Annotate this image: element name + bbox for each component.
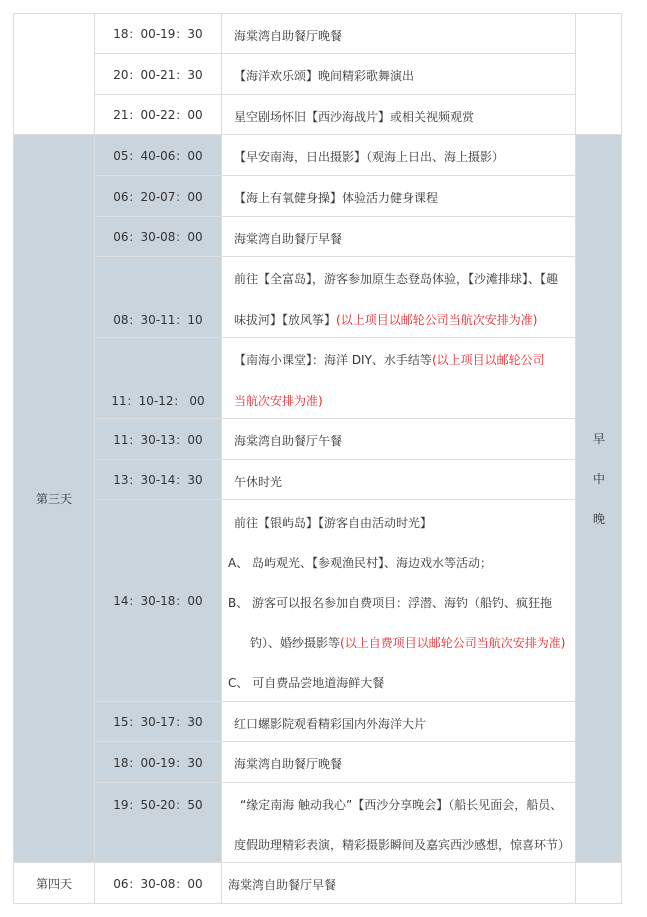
activity-cell: [222, 419, 576, 460]
time-text: 06：20-07：00: [113, 189, 203, 204]
activity-text: B、 游客可以报名参加自费项目：浮潜、海钓（船钓、疯狂拖: [228, 596, 553, 610]
activity-cell: [222, 95, 576, 135]
activity-cell: [222, 702, 576, 742]
activity-text: 度假助理精彩表演，精彩摄影瞬间及嘉宾西沙感想，惊喜环节）: [234, 838, 571, 852]
activity-text: 钓）、婚纱摄影等: [250, 636, 341, 650]
day-cell-previous: [13, 13, 95, 135]
time-text: 21：00-22：00: [113, 108, 203, 122]
activity-cell: [222, 460, 576, 500]
time-cell: [95, 257, 222, 338]
time-cell: [95, 13, 222, 54]
activity-text: 海棠湾自助餐厅晚餐: [234, 29, 343, 43]
activity-cell: [222, 338, 576, 419]
time-text: 08：30-11：10: [113, 313, 203, 327]
time-cell: [95, 742, 222, 783]
time-cell: [95, 460, 222, 500]
time-text: 06：30-08：00: [113, 230, 203, 244]
activity-cell: [222, 13, 576, 54]
activity-cell: [222, 54, 576, 95]
time-text: 15：30-17：30: [113, 715, 203, 729]
time-cell: [95, 338, 222, 419]
activity-text: 海棠湾自助餐厅早餐: [234, 232, 343, 246]
activity-text: 海棠湾自助餐厅晚餐: [234, 757, 343, 771]
activity-text: 味拔河】【放风筝】: [234, 313, 337, 327]
time-cell: [95, 783, 222, 863]
arrangement-note: (以上项目以邮轮公司当航次安排为准): [336, 313, 538, 327]
meal-cell-day4: [576, 863, 622, 904]
time-cell: [95, 419, 222, 460]
time-text: 18：00-19：30: [113, 27, 203, 41]
meal-lunch: 中: [592, 472, 605, 486]
activity-cell: [222, 863, 576, 904]
activity-text: 红口螺影院观看精彩国内外海洋大片: [234, 717, 427, 731]
meal-dinner: 晚: [592, 512, 605, 526]
time-text: 14：30-18：00: [113, 594, 203, 608]
time-cell: [95, 176, 222, 217]
activity-text: 星空剧场怀旧【西沙海战片】或相关视频观赏: [234, 110, 475, 124]
activity-cell: [222, 500, 576, 702]
time-cell: [95, 702, 222, 742]
activity-cell: [222, 217, 576, 257]
arrangement-note: (以上项目以邮轮公司: [431, 353, 545, 367]
time-cell: [95, 95, 222, 135]
activity-cell: [222, 257, 576, 338]
meal-breakfast: 早: [592, 432, 605, 446]
time-cell: [95, 135, 222, 176]
time-cell: [95, 54, 222, 95]
time-text: 11：30-13：00: [113, 432, 203, 447]
activity-text: 前往【全富岛】，游客参加原生态登岛体验，【沙滩排球】、【趣: [234, 272, 559, 286]
time-text: 19：50-20：50: [113, 798, 203, 812]
meal-cell-day3: [576, 135, 622, 863]
time-text: 11：10-12： 00: [111, 394, 205, 408]
activity-cell: [222, 176, 576, 217]
activity-text: C、 可自费品尝地道海鲜大餐: [228, 676, 385, 690]
activity-text: 【海洋欢乐颂】晚间精彩歌舞演出: [234, 69, 415, 83]
time-cell: [95, 863, 222, 904]
activity-text-line4: [250, 634, 565, 651]
time-text: 13：30-14：30: [113, 473, 203, 487]
activity-text: “缘定南海 触动我心”【西沙分享晚会】（船长见面会，船员、: [240, 798, 563, 812]
activity-cell: [222, 742, 576, 783]
time-text: 05：40-06：00: [113, 148, 203, 163]
activity-text: A、 岛屿观光、【参观渔民村】、海边戏水等活动；: [228, 556, 493, 570]
day-cell-day3: [13, 135, 95, 863]
activity-text: 【早安南海，日出摄影】（观海上日出、海上摄影）: [234, 150, 505, 164]
day-cell-day4: [13, 863, 95, 904]
activity-text: 海棠湾自助餐厅午餐: [234, 434, 343, 448]
time-text: 18：00-19：30: [113, 755, 203, 770]
activity-text: 【海上有氧健身操】体验活力健身课程: [234, 191, 439, 205]
activity-text-line2: [234, 311, 537, 328]
activity-text: 海棠湾自助餐厅早餐: [228, 878, 337, 892]
arrangement-note: 当航次安排为准): [234, 394, 323, 408]
day-label: 第四天: [35, 876, 72, 891]
activity-cell: [222, 135, 576, 176]
activity-text: 午休时光: [234, 475, 283, 489]
meal-cell-previous: [576, 13, 622, 135]
time-cell: [95, 500, 222, 702]
activity-cell: [222, 783, 576, 863]
activity-text: 【南海小课堂】：海洋 DIY、水手结等: [234, 353, 432, 367]
time-text: 06：30-08：00: [113, 876, 203, 891]
time-text: 20：00-21：30: [113, 67, 203, 82]
arrangement-note: (以上自费项目以邮轮公司当航次安排为准): [340, 636, 566, 650]
day-label: 第三天: [35, 492, 72, 506]
time-cell: [95, 217, 222, 257]
activity-text: 前往【银屿岛】【游客自由活动时光】: [234, 516, 433, 530]
activity-text-line1: [234, 351, 545, 368]
